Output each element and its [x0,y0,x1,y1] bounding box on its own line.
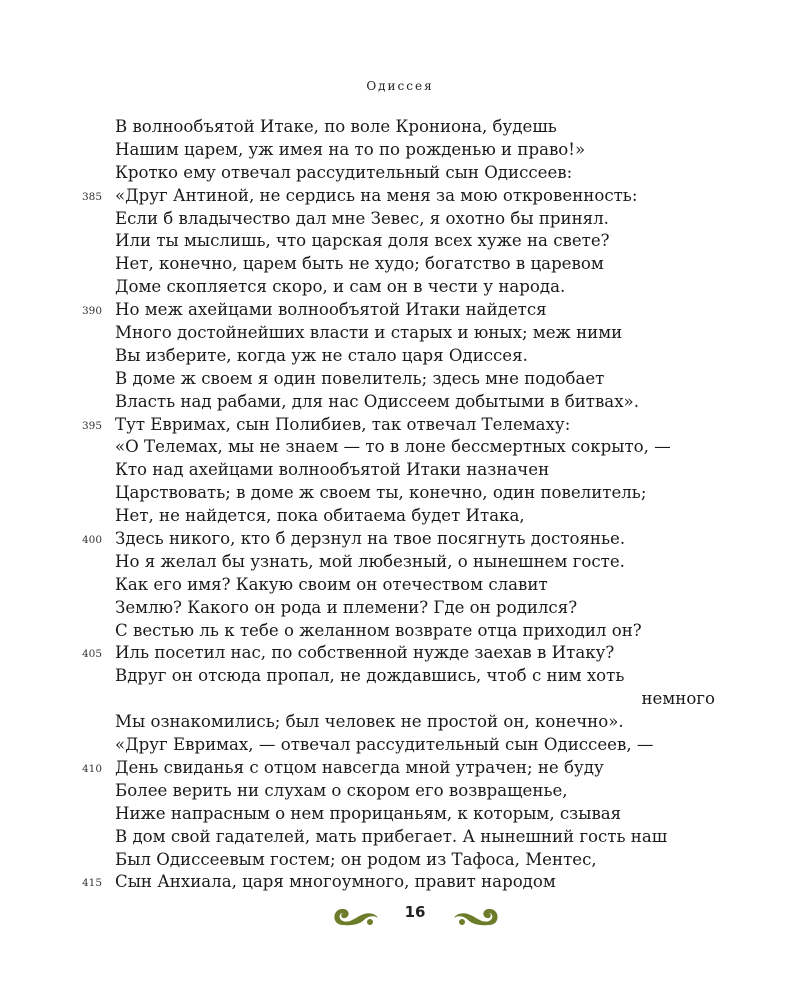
line-number: 405 [82,648,103,661]
verse-line [115,551,735,574]
verse-text: Мы ознакомились; был человек не простой он, конечно». [115,712,624,732]
verse-text: «О Телемах, мы не знаем — то в лоне бессмертных сокрыто, — [115,437,671,457]
verse-text: Вдруг он отсюда пропал, не дождавшись, чтоб с ним хоть [115,666,625,686]
verse-text: Вы изберите, когда уж не стало царя Одиссея. [115,345,528,365]
verse-line [115,322,735,345]
verse-line [115,826,735,849]
verse-text: В волнообъятой Итаке, по воле Крониона, будешь [115,117,557,136]
verse-text: немного [641,689,715,709]
verse-line [115,208,735,231]
verse-line [82,528,735,551]
verse-text: Нет, не найдется, пока обитаема будет Итака, [115,506,525,526]
verse-text: Кротко ему отвечал рассудительный сын Одиссеев: [115,162,573,182]
verse-line [82,299,735,322]
verse-text: Доме скопляется скоро, и сам он в чести у народа. [115,277,566,297]
verse-text: Здесь никого, кто б дерзнул на твое посягнуть достоянье. [115,529,626,549]
verse-text: Кто над ахейцами волнообъятой Итаки назначен [115,460,550,480]
verse-text: «Друг Антиной, не сердись на меня за мою откровенность: [115,185,638,205]
verse-line [82,185,735,208]
verse-line [115,368,735,391]
verse-text: С вестью ль к тебе о желанном возврате отца приходил он? [115,620,642,640]
running-header: Одиссея [366,79,434,93]
verse-line [115,345,735,368]
verse-line [115,391,735,414]
verse-text: Как его имя? Какую своим он отечеством славит [115,574,548,594]
verse-line [82,871,735,894]
verse-text: Землю? Какого он рода и племени? Где он родился? [115,597,578,617]
line-number: 390 [82,305,103,318]
verse-block [82,116,735,894]
verse-text: Власть над рабами, для нас Одиссеем добытыми в битвах». [115,391,639,411]
line-number: 410 [82,762,103,775]
verse-text: «Друг Евримах, — отвечал рассудительный сын Одиссеев, — [115,735,654,755]
verse-text: Но меж ахейцами волнообъятой Итаки найдется [115,300,547,320]
verse-line [115,734,735,757]
left-ornament-icon [330,902,380,928]
line-number: 385 [82,190,103,203]
verse-line [82,414,735,437]
verse-text: Нет, конечно, царем быть не худо; богатство в царевом [115,254,604,274]
verse-text: В доме ж своем я один повелитель; здесь мне подобает [115,368,605,388]
verse-line [115,505,735,528]
line-number: 395 [82,419,103,432]
verse-line [115,803,735,826]
verse-line [115,849,735,872]
line-number: 400 [82,534,103,547]
verse-line [115,276,735,299]
verse-line [82,642,735,665]
verse-text: Но я желал бы узнать, мой любезный, о нынешнем госте. [115,551,625,571]
verse-line [115,139,735,162]
verse-text: Нашим царем, уж имея на то по рожденью и право!» [115,139,586,159]
verse-line [115,162,735,185]
verse-line [115,665,735,688]
verse-text: Иль посетил нас, по собственной нужде заехав в Итаку? [115,643,615,663]
verse-line [115,436,735,459]
page-number: 16 [404,903,426,921]
verse-text: Или ты мыслишь, что царская доля всех хуже на свете? [115,231,610,251]
verse-line [115,230,735,253]
verse-line [115,459,735,482]
verse-text: В дом свой гадателей, мать прибегает. А нынешний гость наш [115,826,668,846]
verse-text: Царствовать; в доме ж своем ты, конечно, один повелитель; [115,483,647,503]
verse-line [115,780,735,803]
verse-text: Более верить ни слухам о скором его возвращенье, [115,780,568,800]
verse-text: День свиданья с отцом навсегда мной утрачен; не буду [115,757,604,777]
verse-line [115,482,735,505]
verse-line [115,620,735,643]
verse-text: Если б владычество дал мне Зевес, я охотно бы принял. [115,208,609,228]
verse-text: Сын Анхиала, царя многоумного, правит народом [115,872,556,892]
verse-line [82,757,735,780]
verse-line [115,688,735,711]
right-ornament-icon [452,902,502,928]
verse-line [115,574,735,597]
verse-text: Тут Евримах, сын Полибиев, так отвечал Телемаху: [115,414,571,434]
verse-text: Много достойнейших власти и старых и юных; меж ними [115,323,623,343]
verse-line [115,711,735,734]
verse-text: Был Одиссеевым гостем; он родом из Тафоса, Ментес, [115,849,597,869]
line-number: 415 [82,877,103,890]
page-footer [0,898,800,938]
verse-line [115,116,735,139]
verse-line [115,253,735,276]
verse-text: Ниже напрасным о нем прорицаньям, к которым, сзывая [115,803,622,823]
verse-line [115,597,735,620]
